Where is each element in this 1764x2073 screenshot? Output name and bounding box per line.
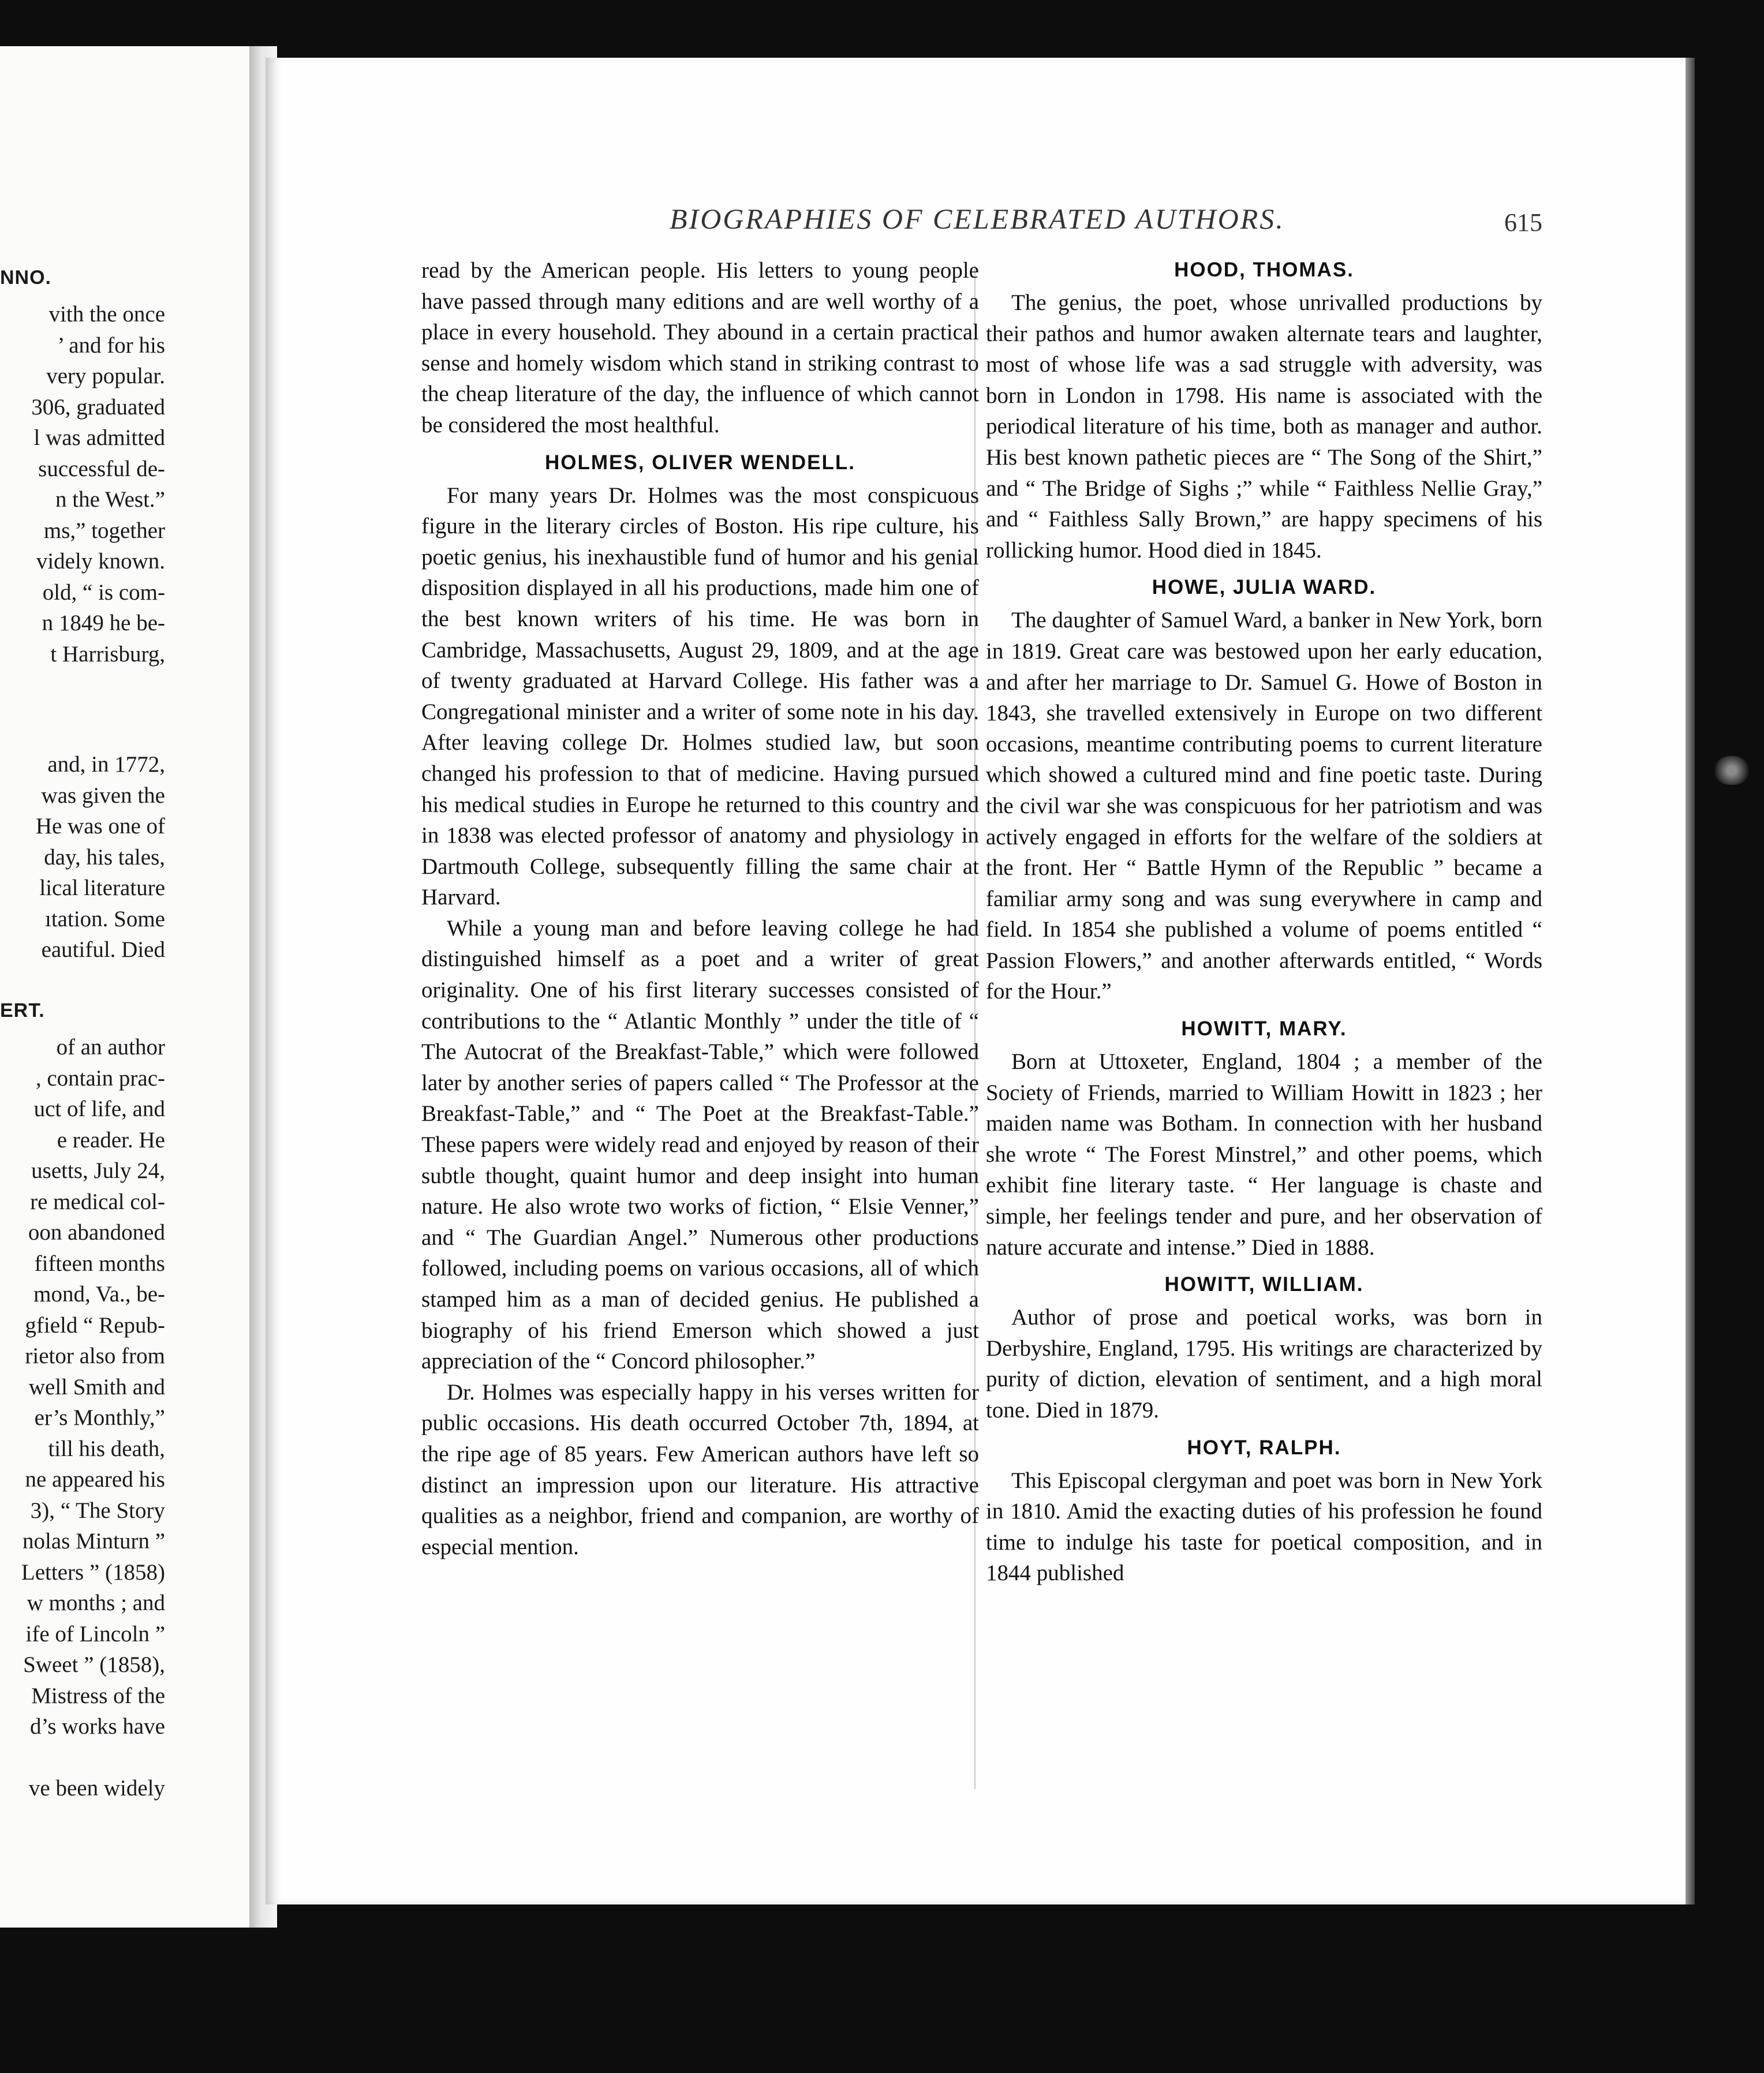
page-edge-shadow	[1685, 58, 1695, 1904]
left-page-line: ne appeared his	[25, 1467, 165, 1492]
entry-heading-howe: HOWE, JULIA WARD.	[1152, 576, 1377, 599]
left-page-line: usetts, July 24,	[31, 1158, 165, 1183]
left-page-line: rietor also from	[25, 1344, 165, 1368]
left-page-heading-1: NNO.	[0, 267, 51, 289]
left-page-line: t Harrisburg,	[50, 641, 165, 667]
left-page-line: er’s Monthly,”	[34, 1405, 165, 1430]
left-facing-page	[0, 46, 249, 1928]
left-page-line: of an author	[56, 1035, 165, 1060]
left-page-line: nolas Minturn ”	[23, 1529, 165, 1554]
running-head: BIOGRAPHIES OF CELEBRATED AUTHORS.	[670, 203, 1285, 235]
left-page-line: e reader. He	[57, 1127, 165, 1153]
left-page-line: very popular.	[46, 364, 165, 388]
howe-paragraph: The daughter of Samuel Ward, a banker in New York, born in 1819. Great care was bestowed upon her early education, and after her marriage to Dr. Samuel G. Howe of Boston in 1843, she travelled extensively in Europe on two different occasions, meantime contributing poems to current literature which showed a cultured mind and fine poetic taste. During the civil war she was conspicuous for her patriotism and was actively engaged in efforts for the welfare of the soldiers at the front. Her “ Battle Hymn of the Republic ” became a familiar army song and was sung everywhere in camp and field. In 1854 she published a volume of poems entitled “ Passion Flowers,” and another afterwards entitled, “ Words for the Hour.”	[986, 608, 1543, 1004]
left-page-heading-2: ERT.	[0, 1000, 45, 1021]
left-page-line: mond, Va., be-	[33, 1282, 165, 1307]
left-page-line: uct of life, and	[33, 1097, 165, 1121]
left-page-line: 306, graduated	[31, 394, 165, 420]
left-page-line: Mistress of the	[31, 1683, 165, 1708]
left-page-line: lical literature	[39, 875, 165, 900]
left-page-line: eautiful. Died	[41, 937, 165, 962]
entry-heading-howitt-william: HOWITT, WILLIAM.	[1164, 1273, 1364, 1296]
entry-heading-hood: HOOD, THOMAS.	[1174, 259, 1354, 281]
entry-heading-howitt-mary: HOWITT, MARY.	[1181, 1017, 1347, 1041]
left-page-line: ife of Lincoln ”	[25, 1621, 165, 1647]
left-page-line: till his death,	[48, 1436, 165, 1461]
hood-paragraph: The genius, the poet, whose unrivalled productions by their pathos and humor awaken alternate tears and laughter, most of whose life was a sad struggle with adversity, was born in London in 1798. His name is associated with the periodical literature of his time, both as manager and author. His best known pathetic pieces are “ The Song of the Shirt,” and “ The Bridge of Sighs ;” while “ Faithless Nellie Gray,” and “ Faithless Sally Brown,” are happy specimens of his rollicking humor. Hood died in 1845.	[986, 290, 1542, 563]
continued-paragraph: read by the American people. His letters to young people have passed through many editions and are well worthy of a place in every household. They abound in a certain practical sense and homely wisdom which stand in striking contrast to the cheap literature of the day, the influence of which cannot be considered the most healthful.	[421, 258, 979, 437]
left-page-line: videly known.	[36, 549, 165, 574]
entry-heading-hoyt: HOYT, RALPH.	[1187, 1436, 1341, 1459]
left-page-line: Letters ” (1858)	[21, 1559, 165, 1585]
scan-blemish	[1714, 756, 1749, 785]
left-page-line: ıtation. Some	[45, 906, 165, 931]
left-page-line: n 1849 he be-	[42, 611, 165, 635]
page-number: 615	[1504, 208, 1542, 237]
holmes-paragraph-3: Dr. Holmes was especially happy in his verses written for public occasions. His death occurred October 7th, 1894, at the ripe age of 85 years. Few American authors have left so distinct an impression upon our literature. His attractive qualities as a neighbor, friend and companion, are worthy of especial mention.	[421, 1379, 979, 1559]
left-page-line: l was admitted	[33, 425, 165, 450]
left-page-line: gfield “ Repub-	[25, 1312, 165, 1338]
left-page-line: ms,” together	[43, 518, 165, 543]
left-page-line: ve been widely	[28, 1776, 165, 1801]
entry-heading-holmes: HOLMES, OLIVER WENDELL.	[545, 451, 855, 474]
left-page-line: Sweet ” (1858),	[23, 1652, 165, 1677]
left-page-line: d’s works have	[30, 1714, 165, 1739]
left-page-line: old, “ is com-	[42, 579, 165, 605]
left-page-line: successful de-	[38, 456, 165, 481]
left-page-line: and, in 1772,	[47, 752, 165, 777]
hoyt-paragraph: This Episcopal clergyman and poet was born in New York in 1810. Amid the exacting duties of his profession he found time to indulge his taste for poetical composition, and in 1844 published	[986, 1468, 1542, 1586]
left-page-line: , contain prac-	[35, 1065, 165, 1091]
left-page-line: was given the	[41, 783, 165, 808]
left-page-line: oon abandoned	[28, 1220, 165, 1245]
howitt-william-paragraph: Author of prose and poetical works, was born in Derbyshire, England, 1795. His writings are characterized by purity of diction, elevation of sentiment, and a high moral tone. Died in 1879.	[986, 1305, 1542, 1423]
left-page-line: well Smith and	[28, 1374, 165, 1400]
left-page-line: day, his tales,	[44, 844, 165, 870]
left-page-line: 3), “ The Story	[30, 1498, 165, 1523]
left-page-line: He was one of	[35, 814, 165, 839]
text-column-left	[421, 255, 979, 1562]
left-page-line: vith the once	[48, 302, 165, 327]
holmes-paragraph-2: While a young man and before leaving college he had distinguished himself as a poet and a writer of great originality. One of his first literary successes consisted of contributions to the “ Atlantic Monthly ” under the title of “ The Autocrat of the Breakfast-Table,” which were followed later by another series of papers called “ The Professor at the Breakfast-Table,” and “ The Poet at the Breakfast-Table.” These papers were widely read and enjoyed by reason of their subtle thought, quaint humor and deep insight into human nature. He also wrote two works of fiction, “ Elsie Venner,” and “ The Guardian Angel.” Numerous other productions followed, including poems on various occasions, all of which stamped him as a man of decided genius. He published a biography of his friend Emerson which showed a just appreciation of the “ Concord philosopher.”	[421, 915, 979, 1374]
left-page-line: ’ and for his	[57, 332, 165, 358]
howitt-mary-paragraph: Born at Uttoxeter, England, 1804 ; a member of the Society of Friends, married to William Howitt in 1823 ; her maiden name was Botham. In connection with her husband she wrote “ The Forest Minstrel,” and other poems, which exhibit fine literary taste. “ Her language is chaste and simple, her feelings tender and pure, and her observation of nature accurate and intense.” Died in 1888.	[986, 1049, 1542, 1260]
left-page-line: n the West.”	[55, 487, 165, 512]
left-page-line: w months ; and	[27, 1591, 165, 1615]
text-column-right	[986, 256, 1542, 1589]
left-page-line: re medical col-	[30, 1189, 165, 1214]
holmes-paragraph-1: For many years Dr. Holmes was the most conspicuous figure in the literary circles of Boston. His ripe culture, his poetic genius, his inexhaustible fund of humor and his genial disposition displayed in all his productions, made him one of the best known writers of his time. He was born in Cambridge, Massachusetts, August 29, 1809, and at the age of twenty graduated at Harvard College. His father was a Congregational minister and a writer of some note in his day. After leaving college Dr. Holmes studied law, but soon changed his profession to that of medicine. Having pursued his medical studies in Europe he returned to this country and in 1838 was elected professor of anatomy and physiology in Dartmouth College, subsequently filling the same chair at Harvard.	[421, 482, 979, 910]
left-page-line: fifteen months	[34, 1251, 165, 1276]
